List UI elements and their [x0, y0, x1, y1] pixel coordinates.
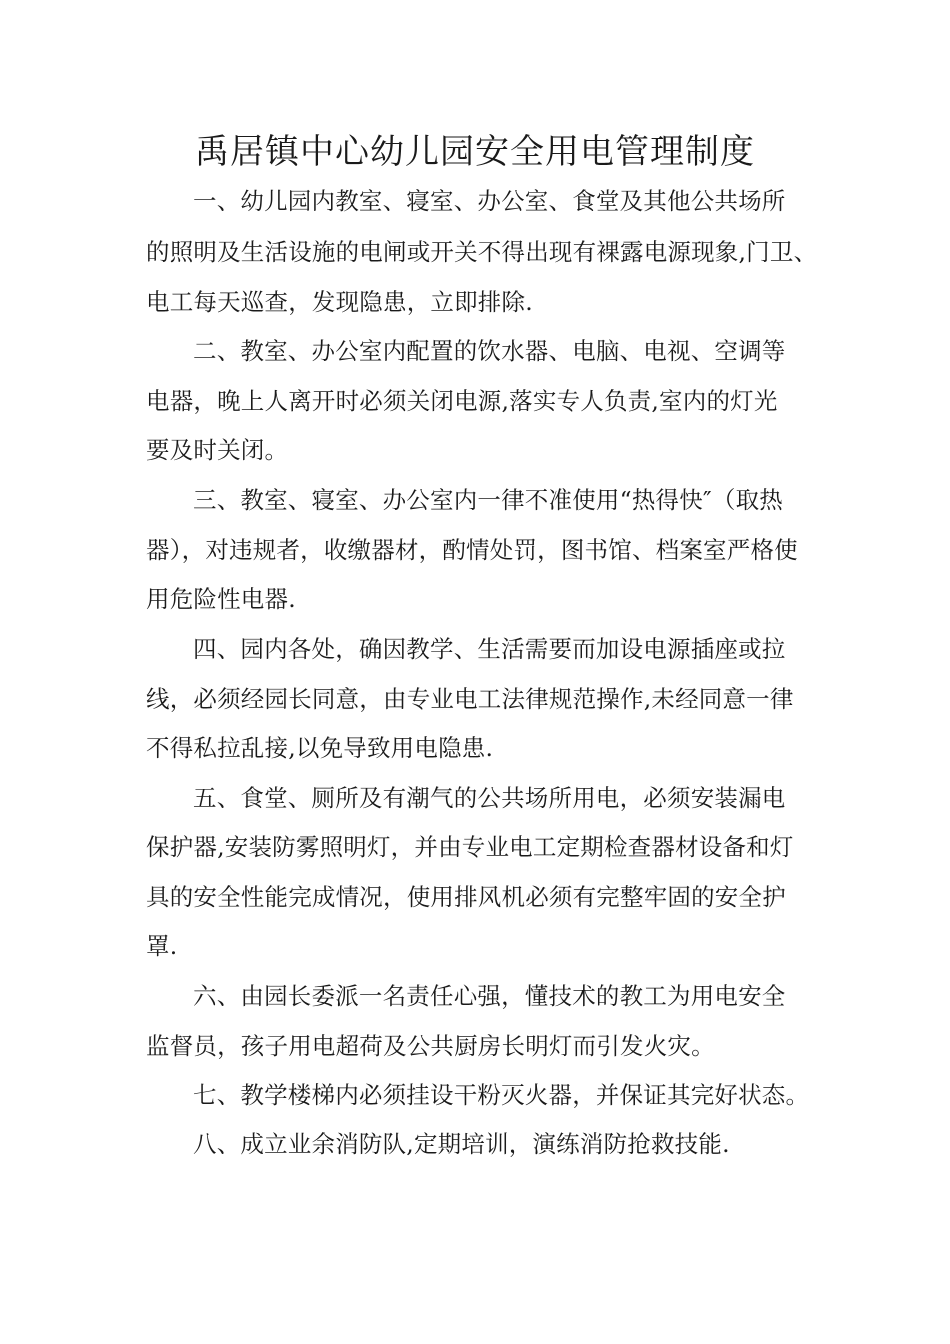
paragraph-1-line-3: 电工每天巡查，发现隐患，立即排除.	[146, 288, 533, 316]
paragraph-5-line-1: 五、食堂、厕所及有潮气的公共场所用电，必须安装漏电	[193, 784, 786, 812]
paragraph-5-line-2: 保护器,安装防雾照明灯，并由专业电工定期检查器材设备和灯	[146, 833, 794, 861]
paragraph-1-line-1: 一、幼儿园内教室、寝室、办公室、食堂及其他公共场所	[193, 187, 786, 215]
paragraph-2-line-3: 要及时关闭。	[146, 436, 289, 464]
paragraph-2-line-1: 二、教室、办公室内配置的饮水器、电脑、电视、空调等	[193, 337, 786, 365]
paragraph-7-line-1: 七、教学楼梯内必须挂设干粉灭火器，并保证其完好状态。	[193, 1081, 810, 1109]
paragraph-2-line-2: 电器，晚上人离开时必须关闭电源,落实专人负责,室内的灯光	[146, 387, 778, 415]
paragraph-8-line-1: 八、成立业余消防队,定期培训，演练消防抢救技能.	[193, 1130, 730, 1158]
paragraph-4-line-3: 不得私拉乱接,以免导致用电隐患.	[146, 734, 494, 762]
paragraph-5-line-4: 罩.	[146, 932, 178, 960]
paragraph-4-line-2: 线，必须经园长同意，由专业电工法律规范操作,未经同意一律	[146, 685, 794, 713]
paragraph-6-line-2: 监督员，孩子用电超荷及公共厨房长明灯而引发火灾。	[146, 1032, 715, 1060]
document-title: 禹居镇中心幼儿园安全用电管理制度	[195, 132, 755, 172]
paragraph-3-line-2: 器），对违规者，收缴器材，酌情处罚，图书馆、档案室严格使	[146, 536, 798, 564]
paragraph-5-line-3: 具的安全性能完成情况，使用排风机必须有完整牢固的安全护	[146, 883, 786, 911]
paragraph-6-line-1: 六、由园长委派一名责任心强，懂技术的教工为用电安全	[193, 982, 786, 1010]
paragraph-3-line-1: 三、教室、寝室、办公室内一律不准使用“热得快″（取热	[193, 486, 783, 514]
paragraph-4-line-1: 四、园内各处，确因教学、生活需要而加设电源插座或拉	[193, 635, 786, 663]
paragraph-3-line-3: 用危险性电器.	[146, 585, 296, 613]
paragraph-1-line-2: 的照明及生活设施的电闸或开关不得出现有裸露电源现象,门卫、	[146, 238, 818, 266]
